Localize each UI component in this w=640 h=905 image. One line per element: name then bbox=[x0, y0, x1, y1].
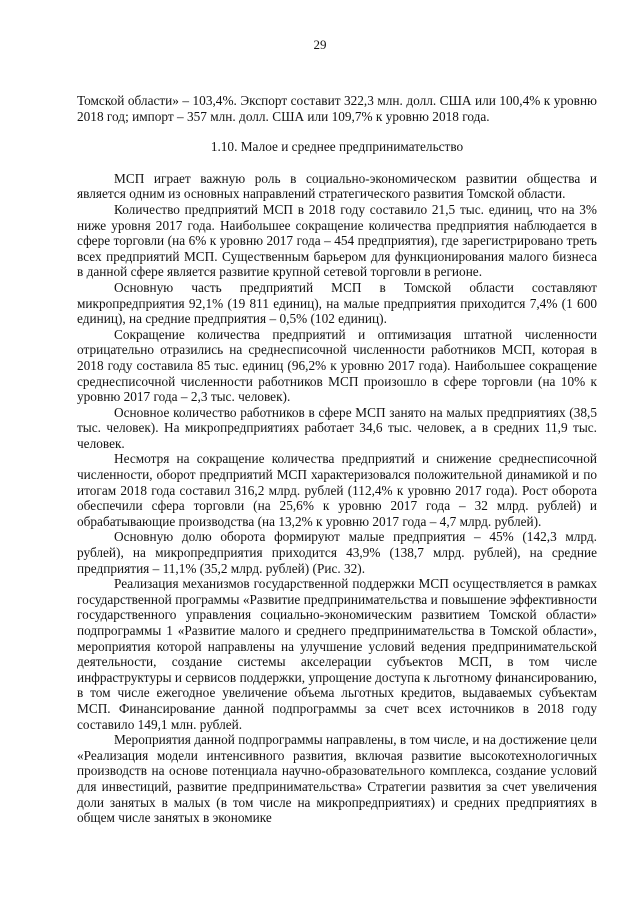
page-content bbox=[77, 93, 597, 826]
paragraph-enterprise-structure: Основную часть предприятий МСП в Томской области составляют микропредприятия 92,1% (19 811 единиц), на малые предприятия приходится 7,4% (1 600 единиц), на средние предприятия – 0,5% (102 единиц). bbox=[77, 279, 597, 327]
paragraph-subprogram-goals: Мероприятия данной подпрограммы направлены, в том числе, и на достижение цели «Реализация модели интенсивного развития, включая развитие высокотехнологичных производств на основе потенциала научно-образовательного комплекса, создание условий для инвестиций, развитие предпринимательства» Стратегии развития за счет увеличения доли занятых в малых (в том числе на микропредприятиях) и средних предприятиях в общем числе занятых в экономике bbox=[77, 732, 597, 826]
paragraph-employee-reduction: Сокращение количества предприятий и оптимизация штатной численности отрицательно отразились на среднесписочной численности работников МСП, которая в 2018 году составила 85 тыс. единиц (96,2% к уровню 2017 года). Наибольшее сокращение среднесписочной численности работников МСП произошло в сфере торговли (на 10% к уровню 2017 года – 2,3 тыс. человек). bbox=[77, 326, 597, 405]
paragraph-employee-distribution: Основное количество работников в сфере МСП занято на малых предприятиях (38,5 тыс. человек). На микропредприятиях работает 34,6 тыс. человек, а в средних 11,9 тыс. человек. bbox=[77, 404, 597, 451]
lead-paragraph: Томской области» – 103,4%. Экспорт составит 322,3 млн. долл. США или 100,4% к уровню 2018 год; импорт – 357 млн. долл. США или 109,7% к уровню 2018 года. bbox=[77, 93, 597, 124]
paragraph-turnover-share: Основную долю оборота формируют малые предприятия – 45% (142,3 млрд. рублей), на микропредприятия приходится 43,9% (138,7 млрд. рублей), на средние предприятия – 11,1% (35,2 млрд. рублей) (Рис. 32). bbox=[77, 529, 597, 576]
paragraph-msp-role: МСП играет важную роль в социально-экономическом развитии общества и является одним из основных направлений стратегического развития Томской области. bbox=[77, 170, 597, 202]
paragraph-turnover: Несмотря на сокращение количества предприятий и снижение среднесписочной численности, оборот предприятий МСП характеризовался положительной динамикой и по итогам 2018 года составил 316,2 млрд. рублей (112,4% к уровню 2017 года). Рост оборота обеспечили сфера торговли (на 25,6% к уровню 2017 года – 32 млрд. рублей) и обрабатывающие производства (на 13,2% к уровню 2017 года – 4,7 млрд. рублей). bbox=[77, 451, 597, 529]
paragraph-state-support: Реализация механизмов государственной поддержки МСП осуществляется в рамках государственной программы «Развитие предпринимательства и повышение эффективности государственного управления социально-экономическим развитием Томской области» подпрограммы 1 «Развитие малого и среднего предпринимательства в Томской области», мероприятия которой направлены на улучшение условий ведения предпринимательской деятельности, создание системы акселерации субъектов МСП, в том числе инфраструктуры и сервисов поддержки, упрощение доступа к льготному финансированию, в том числе ежегодное увеличение объема льготных кредитов, выдаваемых субъектам МСП. Финансирование данной подпрограммы за счет всех источников в 2018 году составило 149,1 млн. рублей. bbox=[77, 576, 597, 732]
section-heading: 1.10. Малое и среднее предпринимательство bbox=[210, 139, 464, 155]
page-number: 29 bbox=[313, 37, 327, 52]
paragraph-enterprise-count: Количество предприятий МСП в 2018 году составило 21,5 тыс. единиц, что на 3% ниже уровня 2017 года. Наибольшее сокращение количества предприятия наблюдается в сфере торговли (на 6% к уровню 2017 года – 454 предприятия), где зарегистрировано треть всех предприятий МСП. Существенным барьером для функционирования малого бизнеса в данной сфере является развитие крупной сетевой торговли в регионе. bbox=[77, 201, 597, 280]
